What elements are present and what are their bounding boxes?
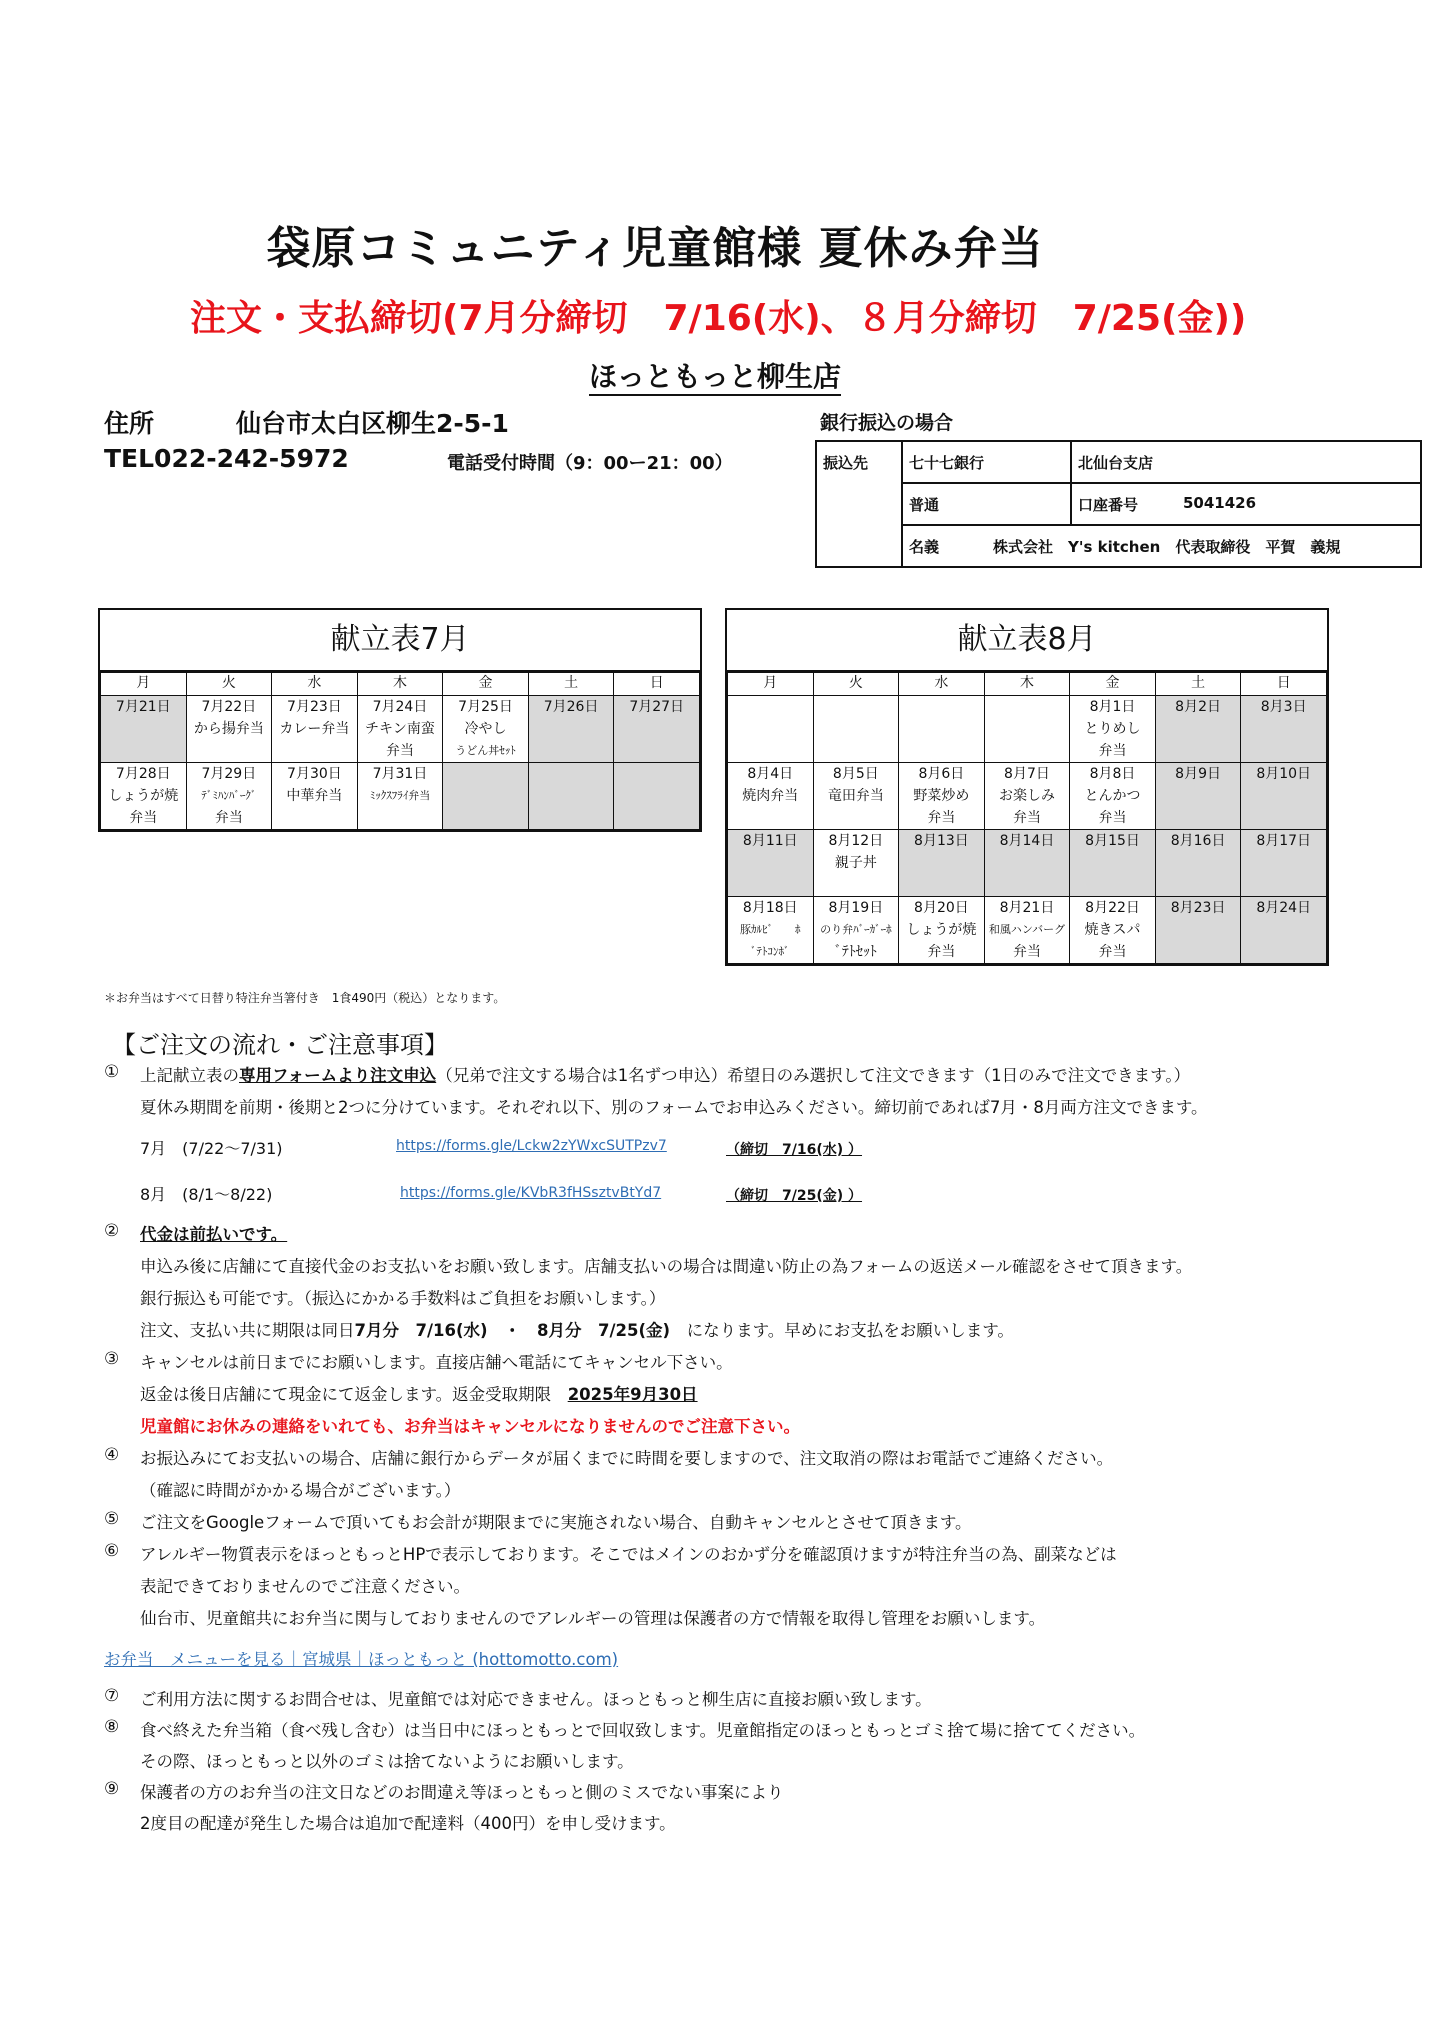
- august-form-link[interactable]: https://forms.gle/KVbR3fHSsztvBtYd7: [400, 1185, 662, 1201]
- calendar-day-cell: [1155, 830, 1241, 897]
- item5-line1: ご注文をGoogleフォームで頂いてもお会計が期限までに実施されない場合、自動キャンセルとさせて頂きます。: [140, 1513, 972, 1532]
- calendar-grid: [100, 672, 700, 830]
- item2-line1: 申込み後に店舗にて直接代金のお支払いをお願い致します。店舗支払いの場合は間違い防止の為フォームの返送メール確認をさせて頂きます。: [140, 1257, 1193, 1276]
- calendar-day-cell: [728, 763, 814, 830]
- calendar-day-cell: [272, 763, 358, 830]
- day-date: 7月26日: [543, 699, 599, 715]
- weekday-header: 木: [357, 673, 443, 696]
- menu-item: 中華弁当: [286, 788, 343, 804]
- calendar-day-cell: [813, 897, 899, 964]
- calendar-week-row: [728, 696, 1327, 763]
- day-date: 8月2日: [1175, 699, 1221, 715]
- menu-item: 弁当: [927, 944, 956, 960]
- menu-item: 弁当: [214, 810, 243, 826]
- calendar-day-cell: [813, 830, 899, 897]
- day-date: 8月10日: [1256, 766, 1312, 782]
- menu-item: 野菜炒め: [913, 788, 970, 804]
- menu-item: 和風ハンバーグ: [988, 923, 1066, 936]
- menu-item: カレー弁当: [279, 721, 350, 737]
- calendar-day-cell: [984, 696, 1070, 763]
- item4-line2: （確認に時間がかかる場合がございます。）: [140, 1481, 461, 1500]
- weekday-header: 土: [1155, 673, 1241, 696]
- calendar-day-cell: [528, 763, 614, 830]
- weekday-header: 日: [614, 673, 700, 696]
- calendar-day-cell: [728, 830, 814, 897]
- calendar-day-cell: [1155, 696, 1241, 763]
- day-date: 8月22日: [1085, 900, 1140, 916]
- item-number: ⑦: [104, 1686, 120, 1706]
- day-date: 8月19日: [828, 900, 884, 916]
- menu-table-august: [725, 608, 1329, 966]
- address-label: 住所: [104, 409, 155, 438]
- menu-item: 弁当: [385, 743, 414, 759]
- calendar-day-cell: [101, 696, 187, 763]
- day-date: 8月24日: [1256, 900, 1312, 916]
- menu-item: お楽しみ: [998, 788, 1055, 804]
- calendar-day-cell: [899, 897, 985, 964]
- item1-text-c: （兄弟で注文する場合は1名ずつ申込）希望日のみ選択して注文できます（1日のみで注文できます。）: [436, 1066, 1191, 1085]
- weekday-header: 水: [272, 673, 358, 696]
- shop-name: [0, 355, 1430, 395]
- item6-line3: 仙台市、児童館共にお弁当に関与しておりませんのでアレルギーの管理は保護者の方で情報を取得し管理をお願いします。: [140, 1609, 1046, 1628]
- day-date: 8月18日: [742, 900, 798, 916]
- calendar-day-cell: [614, 763, 700, 830]
- item4-line1: お振込みにてお支払いの場合、店舗に銀行からデータが届くまでに時間を要しますので、注文取消の際はお電話でご連絡ください。: [140, 1449, 1114, 1468]
- menu-item: 親子丼: [834, 855, 877, 871]
- address-line: [104, 404, 509, 440]
- weekday-header: 水: [899, 673, 985, 696]
- item2-text-a: 注文、支払い共に期限は同日: [140, 1321, 355, 1340]
- weekday-header-row: [101, 673, 700, 696]
- phone-number: TEL022-242-5972: [104, 444, 349, 473]
- day-date: 8月17日: [1256, 833, 1312, 849]
- weekday-header: 木: [984, 673, 1070, 696]
- section-title: 【ご注文の流れ・ご注意事項】: [112, 1031, 448, 1059]
- weekday-header: 月: [101, 673, 187, 696]
- calendar-week-row: [728, 830, 1327, 897]
- weekday-header: 日: [1241, 673, 1327, 696]
- day-date: 8月1日: [1089, 699, 1136, 715]
- menu-item: とりめし: [1084, 721, 1141, 737]
- day-date: 8月6日: [918, 766, 965, 782]
- item1-line2: 夏休み期間を前期・後期と2つに分けています。それぞれ以下、別のフォームでお申込みください。締切前であれば7月・8月両方注文できます。: [140, 1098, 1208, 1117]
- weekday-header-row: [728, 673, 1327, 696]
- day-date: 8月11日: [742, 833, 798, 849]
- bank-branch: 北仙台支店: [1078, 454, 1154, 472]
- item3-line1: キャンセルは前日までにお願いします。直接店舗へ電話にてキャンセル下さい。: [140, 1353, 733, 1372]
- day-date: 8月14日: [999, 833, 1055, 849]
- day-date: 7月31日: [372, 766, 428, 782]
- account-holder: 株式会社 Y's kitchen 代表取締役 平賀 義規: [993, 538, 1341, 556]
- item2-text-c: になります。早めにお支払をお願いします。: [670, 1321, 1014, 1340]
- calendar-day-cell: [1070, 696, 1156, 763]
- calendar-day-cell: [1155, 763, 1241, 830]
- calendar-day-cell: [728, 897, 814, 964]
- weekday-header: 金: [1070, 673, 1156, 696]
- menu-item: ﾐｯｸｽﾌﾗｲ弁当: [369, 789, 431, 802]
- day-date: 7月21日: [115, 699, 171, 715]
- menu-item: ﾃﾞﾐﾊﾝﾊﾞｰｸﾞ: [201, 789, 257, 802]
- calendar-day-cell: [186, 696, 272, 763]
- menu-item: 弁当: [1098, 944, 1127, 960]
- address-value: 仙台市太白区柳生2-5-1: [236, 409, 509, 438]
- item2-line3: [140, 1317, 1014, 1341]
- calendar-day-cell: [614, 696, 700, 763]
- calendar-day-cell: [899, 696, 985, 763]
- calendar-day-cell: [984, 897, 1070, 964]
- item9-line1: 保護者の方のお弁当の注文日などのお間違え等ほっともっと側のミスでない事案により: [140, 1783, 784, 1802]
- calendar-day-cell: [899, 830, 985, 897]
- day-date: 7月24日: [372, 699, 428, 715]
- day-date: 8月9日: [1175, 766, 1221, 782]
- account-type: 普通: [909, 496, 940, 514]
- calendar-day-cell: [1241, 763, 1327, 830]
- menu-item: 弁当: [1098, 743, 1127, 759]
- phone-hours: 電話受付時間（9：00ー21：00）: [447, 453, 733, 474]
- item-number: ⑤: [104, 1509, 120, 1529]
- item3-text-a: 返金は後日店舗にて現金にて返金します。返金受取期限: [140, 1385, 568, 1404]
- menu-item: しょうが焼: [906, 922, 977, 938]
- day-date: 7月30日: [287, 766, 342, 782]
- menu-title: 献立表7月: [100, 610, 700, 672]
- weekday-header: 火: [186, 673, 272, 696]
- item8-line1: 食べ終えた弁当箱（食べ残し含む）は当日中にほっともっとで回収致します。児童館指定のほっともっとゴミ捨て場に捨ててください。: [140, 1721, 1146, 1740]
- bank-label: 振込先: [823, 454, 869, 472]
- day-date: 7月27日: [629, 699, 685, 715]
- july-form-label: 7月 (7/22〜7/31): [140, 1139, 283, 1158]
- item3-line2: [140, 1381, 698, 1405]
- menu-item: 竜田弁当: [827, 788, 884, 804]
- calendar-week-row: [101, 763, 700, 830]
- calendar-day-cell: [984, 763, 1070, 830]
- menu-title: 献立表8月: [727, 610, 1327, 672]
- item-number: ⑨: [104, 1779, 120, 1799]
- menu-item: 弁当: [1012, 944, 1041, 960]
- menu-item: しょうが焼: [108, 788, 179, 804]
- menu-item: チキン南蛮: [365, 721, 435, 737]
- day-date: 8月13日: [914, 833, 969, 849]
- calendar-day-cell: [1070, 897, 1156, 964]
- calendar-day-cell: [443, 763, 529, 830]
- calendar-day-cell: [357, 763, 443, 830]
- menu-item: のり弁ﾊﾞｰｶﾞｰﾎ: [820, 923, 892, 936]
- day-date: 8月12日: [828, 833, 884, 849]
- calendar-day-cell: [1241, 696, 1327, 763]
- day-date: 8月23日: [1170, 900, 1226, 916]
- weekday-header: 月: [728, 673, 814, 696]
- order-deadline: 注文・支払締切(7月分締切 7/16(水)、８月分締切 7/25(金)): [190, 298, 1247, 339]
- menu-item: ﾞﾃﾄｺﾝﾎﾞ: [751, 945, 790, 958]
- item7-line1: ご利用方法に関するお問合せは、児童館では対応できません。ほっともっと柳生店に直接お願い致します。: [140, 1690, 932, 1709]
- july-form-deadline: （締切 7/16(水) ）: [726, 1142, 863, 1158]
- calendar-day-cell: [1155, 897, 1241, 964]
- menu-item: 弁当: [927, 810, 956, 826]
- item2-text-b: 7月分 7/16(水) ・ 8月分 7/25(金): [354, 1321, 671, 1340]
- weekday-header: 金: [443, 673, 529, 696]
- menu-item: 冷やし: [464, 721, 507, 737]
- item1-line1: [140, 1062, 1190, 1086]
- day-date: 7月28日: [115, 766, 171, 782]
- calendar-day-cell: [186, 763, 272, 830]
- account-number: 5041426: [1183, 494, 1257, 512]
- account-number-label: 口座番号: [1078, 496, 1139, 514]
- menu-item: うどん丼ｾｯﾄ: [455, 744, 516, 757]
- calendar-day-cell: [813, 696, 899, 763]
- day-date: 7月22日: [201, 699, 257, 715]
- menu-item: 弁当: [129, 810, 158, 826]
- weekday-header: 土: [528, 673, 614, 696]
- menu-item: 弁当: [1098, 810, 1127, 826]
- hottomotto-menu-link[interactable]: お弁当 メニューを見る｜宮城県｜ほっともっと (hottomotto.com): [104, 1650, 619, 1669]
- day-date: 8月3日: [1260, 699, 1307, 715]
- day-date: 8月21日: [999, 900, 1055, 916]
- calendar-day-cell: [899, 763, 985, 830]
- weekday-header: 火: [813, 673, 899, 696]
- item-number: ③: [104, 1349, 120, 1369]
- day-date: 8月8日: [1089, 766, 1136, 782]
- august-form-label: 8月 (8/1〜8/22): [140, 1185, 273, 1204]
- calendar-day-cell: [272, 696, 358, 763]
- item-number: ④: [104, 1445, 120, 1465]
- bank-transfer-heading: 銀行振込の場合: [820, 412, 954, 434]
- item2-heading: 代金は前払いです。: [140, 1225, 288, 1244]
- menu-item: とんかつ: [1084, 788, 1141, 804]
- calendar-day-cell: [1241, 830, 1327, 897]
- item1-text-a: 上記献立表の: [140, 1066, 239, 1085]
- menu-item: 焼きスパ: [1084, 922, 1141, 938]
- day-date: 8月4日: [747, 766, 794, 782]
- page-title: 袋原コミュニティ児童館様 夏休み弁当: [266, 223, 1044, 274]
- calendar-day-cell: [984, 830, 1070, 897]
- item-number: ②: [104, 1221, 120, 1241]
- bank-info-table: [815, 440, 1422, 568]
- calendar-day-cell: [101, 763, 187, 830]
- day-date: 8月7日: [1004, 766, 1050, 782]
- menu-table-july: [98, 608, 702, 832]
- calendar-week-row: [728, 763, 1327, 830]
- calendar-grid: [727, 672, 1327, 964]
- menu-item: から揚弁当: [193, 721, 264, 737]
- day-date: 7月23日: [287, 699, 342, 715]
- calendar-day-cell: [1070, 830, 1156, 897]
- day-date: 8月15日: [1085, 833, 1140, 849]
- calendar-day-cell: [813, 763, 899, 830]
- refund-deadline: 2025年9月30日: [567, 1385, 698, 1404]
- day-date: 7月29日: [201, 766, 257, 782]
- item-number: ⑧: [104, 1717, 120, 1737]
- shop-name-text: ほっともっと柳生店: [589, 360, 841, 396]
- item6-line2: 表記できておりませんのでご注意ください。: [140, 1577, 470, 1596]
- menu-item: 豚ｶﾙﾋﾞ ﾎ: [740, 923, 801, 936]
- item9-line2: 2度目の配達が発生した場合は追加で配達料（400円）を申し受けます。: [140, 1814, 676, 1833]
- item6-line1: アレルギー物質表示をほっともっとHPで表示しております。そこではメインのおかず分を確認頂けますが特注弁当の為、副菜などは: [140, 1545, 1117, 1564]
- account-holder-label: 名義: [909, 538, 940, 556]
- menu-item: ﾞﾃﾄｾｯﾄ: [834, 944, 877, 960]
- july-form-link[interactable]: https://forms.gle/Lckw2zYWxcSUTPzv7: [396, 1138, 667, 1154]
- calendar-day-cell: [528, 696, 614, 763]
- bank-name: 七十七銀行: [909, 454, 985, 472]
- calendar-day-cell: [728, 696, 814, 763]
- day-date: 8月5日: [832, 766, 879, 782]
- price-note: ＊お弁当はすべて日替り特注弁当箸付き 1食490円（税込）となります。: [104, 991, 506, 1005]
- menu-item: 焼肉弁当: [742, 788, 799, 804]
- item-number: ①: [104, 1062, 120, 1082]
- item3-warning: 児童館にお休みの連絡をいれても、お弁当はキャンセルになりませんのでご注意下さい。: [140, 1417, 800, 1436]
- item-number: ⑥: [104, 1541, 120, 1561]
- day-date: 8月16日: [1170, 833, 1226, 849]
- day-date: 7月25日: [458, 699, 513, 715]
- calendar-day-cell: [1241, 897, 1327, 964]
- calendar-week-row: [101, 696, 700, 763]
- day-date: 8月20日: [914, 900, 969, 916]
- august-form-deadline: （締切 7/25(金) ）: [726, 1188, 863, 1204]
- item8-line2: その際、ほっともっと以外のゴミは捨てないようにお願いします。: [140, 1752, 634, 1771]
- menu-item: 弁当: [1012, 810, 1041, 826]
- item1-text-b: 専用フォームより注文申込: [239, 1066, 437, 1085]
- calendar-day-cell: [357, 696, 443, 763]
- item2-line2: 銀行振込も可能です。（振込にかかる手数料はご負担をお願いします。）: [140, 1289, 666, 1308]
- calendar-day-cell: [1070, 763, 1156, 830]
- calendar-week-row: [728, 897, 1327, 964]
- calendar-day-cell: [443, 696, 529, 763]
